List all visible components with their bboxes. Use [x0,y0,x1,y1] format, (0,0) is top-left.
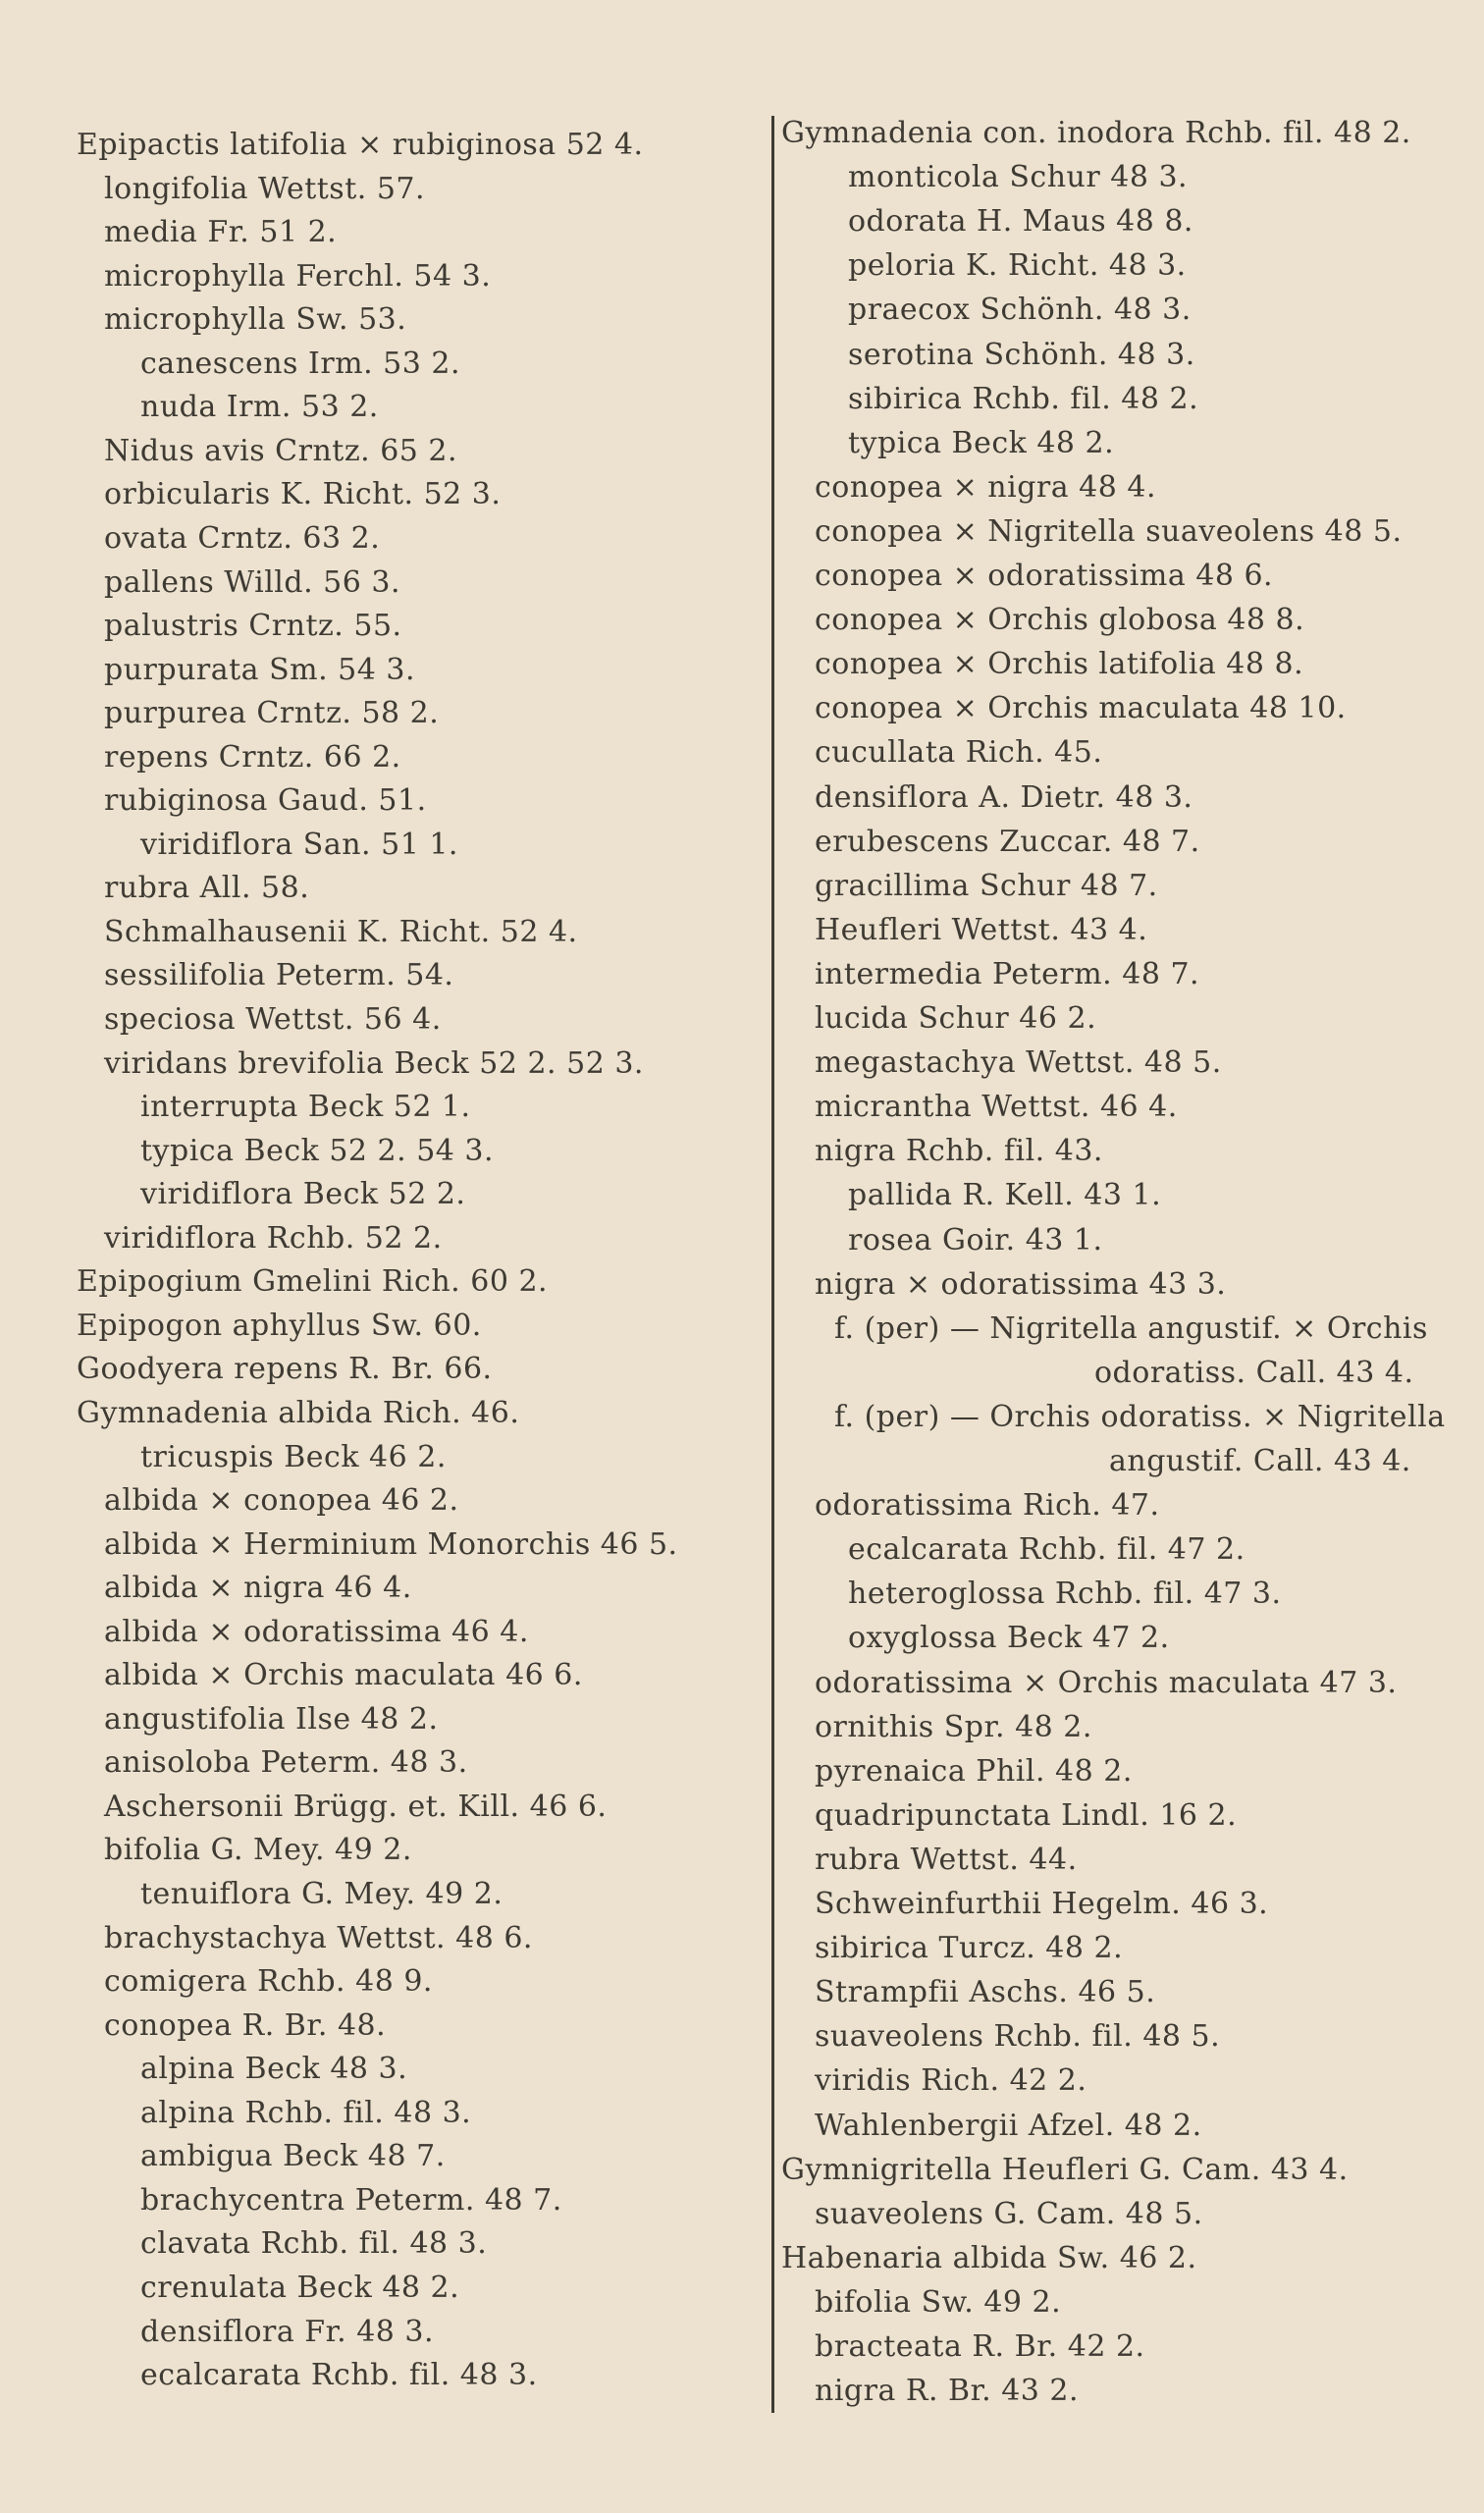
index-entry: sibirica Rchb. fil. 48 2. [848,382,1199,416]
index-entry: quadripunctata Lindl. 16 2. [815,1798,1238,1833]
index-entry: Epipogium Gmelini Rich. 60 2. [77,1264,549,1299]
index-entry: alpina Beck 48 3. [140,2052,408,2086]
index-entry: Gymnadenia albida Rich. 46. [77,1396,520,1430]
index-entry: albida × odoratissima 46 4. [104,1615,529,1649]
index-entry: monticola Schur 48 3. [848,160,1189,194]
index-entry: Heufleri Wettst. 43 4. [815,913,1148,947]
index-entry: pallens Willd. 56 3. [104,565,400,600]
index-entry: Epipactis latifolia × rubiginosa 52 4. [77,128,644,162]
index-entry: heteroglossa Rchb. fil. 47 3. [848,1577,1282,1611]
index-entry: brachystachya Wettst. 48 6. [104,1921,533,1955]
index-entry: typica Beck 52 2. 54 3. [140,1134,495,1168]
index-entry: purpurea Crntz. 58 2. [104,696,440,730]
index-entry: Schweinfurthii Hegelm. 46 3. [815,1887,1269,1921]
index-entry: crenulata Beck 48 2. [140,2271,460,2305]
index-entry: Nidus avis Crntz. 65 2. [104,434,458,468]
index-entry: densiflora Fr. 48 3. [140,2315,435,2349]
index-entry: nigra Rchb. fil. 43. [815,1134,1103,1168]
index-entry: nigra R. Br. 43 2. [815,2374,1080,2408]
index-entry: Schmalhausenii K. Richt. 52 4. [104,915,578,949]
index-entry: conopea × Orchis maculata 48 10. [815,691,1347,725]
index-entry: odoratissima Rich. 47. [815,1488,1160,1523]
index-entry: odorata H. Maus 48 8. [848,204,1193,239]
index-entry: anisoloba Peterm. 48 3. [104,1745,468,1780]
index-entry: megastachya Wettst. 48 5. [815,1045,1222,1080]
index-entry: angustifolia Ilse 48 2. [104,1702,439,1737]
index-entry: media Fr. 51 2. [104,215,338,249]
index-entry: ovata Crntz. 63 2. [104,521,381,556]
index-entry: rosea Goir. 43 1. [848,1223,1103,1257]
index-entry: albida × Orchis maculata 46 6. [104,1658,583,1692]
index-entry: orbicularis K. Richt. 52 3. [104,477,502,511]
index-entry: Habenaria albida Sw. 46 2. [781,2241,1197,2275]
index-entry: interrupta Beck 52 1. [140,1090,471,1124]
index-entry: viridans brevifolia Beck 52 2. 52 3. [104,1046,644,1081]
index-entry: conopea × Orchis latifolia 48 8. [815,647,1304,681]
index-entry: sibirica Turcz. 48 2. [815,1931,1124,1965]
index-entry: nigra × odoratissima 43 3. [815,1267,1227,1302]
index-entry: pyrenaica Phil. 48 2. [815,1754,1133,1789]
index-entry: rubra Wettst. 44. [815,1843,1078,1877]
index-entry: Wahlenbergii Afzel. 48 2. [815,2109,1202,2143]
index-entry: conopea × Orchis globosa 48 8. [815,603,1305,637]
index-entry: Gymnigritella Heufleri G. Cam. 43 4. [781,2153,1349,2187]
index-entry: ornithis Spr. 48 2. [815,1710,1092,1744]
index-entry: repens Crntz. 66 2. [104,740,401,775]
index-entry: pallida R. Kell. 43 1. [848,1178,1162,1212]
index-entry: praecox Schönh. 48 3. [848,293,1192,327]
index-entry: microphylla Ferchl. 54 3. [104,259,492,294]
index-entry: conopea × odoratissima 48 6. [815,559,1274,593]
index-entry: erubescens Zuccar. 48 7. [815,825,1200,859]
index-entry: typica Beck 48 2. [848,426,1115,460]
index-entry: albida × Herminium Monorchis 46 5. [104,1527,678,1562]
index-entry: clavata Rchb. fil. 48 3. [140,2226,488,2261]
index-entry: ambigua Beck 48 7. [140,2139,446,2173]
index-entry: bifolia Sw. 49 2. [815,2285,1062,2320]
index-entry: bifolia G. Mey. 49 2. [104,1833,412,1867]
index-entry: sessilifolia Peterm. 54. [104,958,454,992]
index-entry: conopea R. Br. 48. [104,2008,387,2043]
index-entry: canescens Irm. 53 2. [140,347,461,381]
index-entry: viridis Rich. 42 2. [815,2063,1087,2098]
index-entry: bracteata R. Br. 42 2. [815,2329,1145,2364]
index-entry: comigera Rchb. 48 9. [104,1964,433,1999]
index-entry: microphylla Sw. 53. [104,302,407,337]
index-entry: Aschersonii Brügg. et. Kill. 46 6. [104,1790,608,1824]
index-entry: serotina Schönh. 48 3. [848,338,1195,372]
index-entry: f. (per) — Orchis odoratiss. × Nigritella [834,1400,1446,1434]
index-entry: Goodyera repens R. Br. 66. [77,1352,493,1386]
index-entry: Strampfii Aschs. 46 5. [815,1975,1156,2009]
index-entry: f. (per) — Nigritella angustif. × Orchis [834,1311,1428,1346]
index-entry: purpurata Sm. 54 3. [104,653,415,687]
index-entry: conopea × nigra 48 4. [815,470,1157,505]
index-entry: longifolia Wettst. 57. [104,172,426,206]
index-entry: lucida Schur 46 2. [815,1001,1097,1036]
index-entry: alpina Rchb. fil. 48 3. [140,2096,472,2130]
index-entry: viridiflora Rchb. 52 2. [104,1221,443,1256]
index-entry: albida × nigra 46 4. [104,1571,412,1605]
index-entry: palustris Crntz. 55. [104,609,402,643]
index-entry: speciosa Wettst. 56 4. [104,1002,442,1037]
index-entry: intermedia Peterm. 48 7. [815,957,1200,991]
index-entry: cucullata Rich. 45. [815,735,1103,770]
index-entry: brachycentra Peterm. 48 7. [140,2183,562,2218]
index-entry: densiflora A. Dietr. 48 3. [815,780,1193,815]
index-entry: micrantha Wettst. 46 4. [815,1090,1178,1124]
index-entry: peloria K. Richt. 48 3. [848,248,1187,283]
index-entry: ecalcarata Rchb. fil. 48 3. [140,2358,538,2392]
index-entry: tricuspis Beck 46 2. [140,1440,447,1474]
index-entry: suaveolens Rchb. fil. 48 5. [815,2019,1221,2054]
column-divider [771,116,774,2413]
index-entry: odoratiss. Call. 43 4. [1094,1356,1414,1390]
index-entry: oxyglossa Beck 47 2. [848,1621,1170,1655]
index-entry: rubiginosa Gaud. 51. [104,783,427,818]
index-entry: gracillima Schur 48 7. [815,869,1158,903]
index-entry: ecalcarata Rchb. fil. 47 2. [848,1532,1246,1567]
index-entry: viridiflora Beck 52 2. [140,1177,466,1211]
index-entry: nuda Irm. 53 2. [140,390,379,424]
index-entry: rubra All. 58. [104,871,310,905]
index-entry: odoratissima × Orchis maculata 47 3. [815,1666,1398,1700]
index-entry: albida × conopea 46 2. [104,1483,459,1518]
index-entry: conopea × Nigritella suaveolens 48 5. [815,514,1403,549]
index-entry: Epipogon aphyllus Sw. 60. [77,1309,482,1343]
index-entry: tenuiflora G. Mey. 49 2. [140,1877,504,1911]
index-entry: suaveolens G. Cam. 48 5. [815,2197,1203,2231]
index-entry: angustif. Call. 43 4. [1109,1444,1411,1478]
index-entry: Gymnadenia con. inodora Rchb. fil. 48 2. [781,116,1411,150]
index-entry: viridiflora San. 51 1. [140,828,458,862]
